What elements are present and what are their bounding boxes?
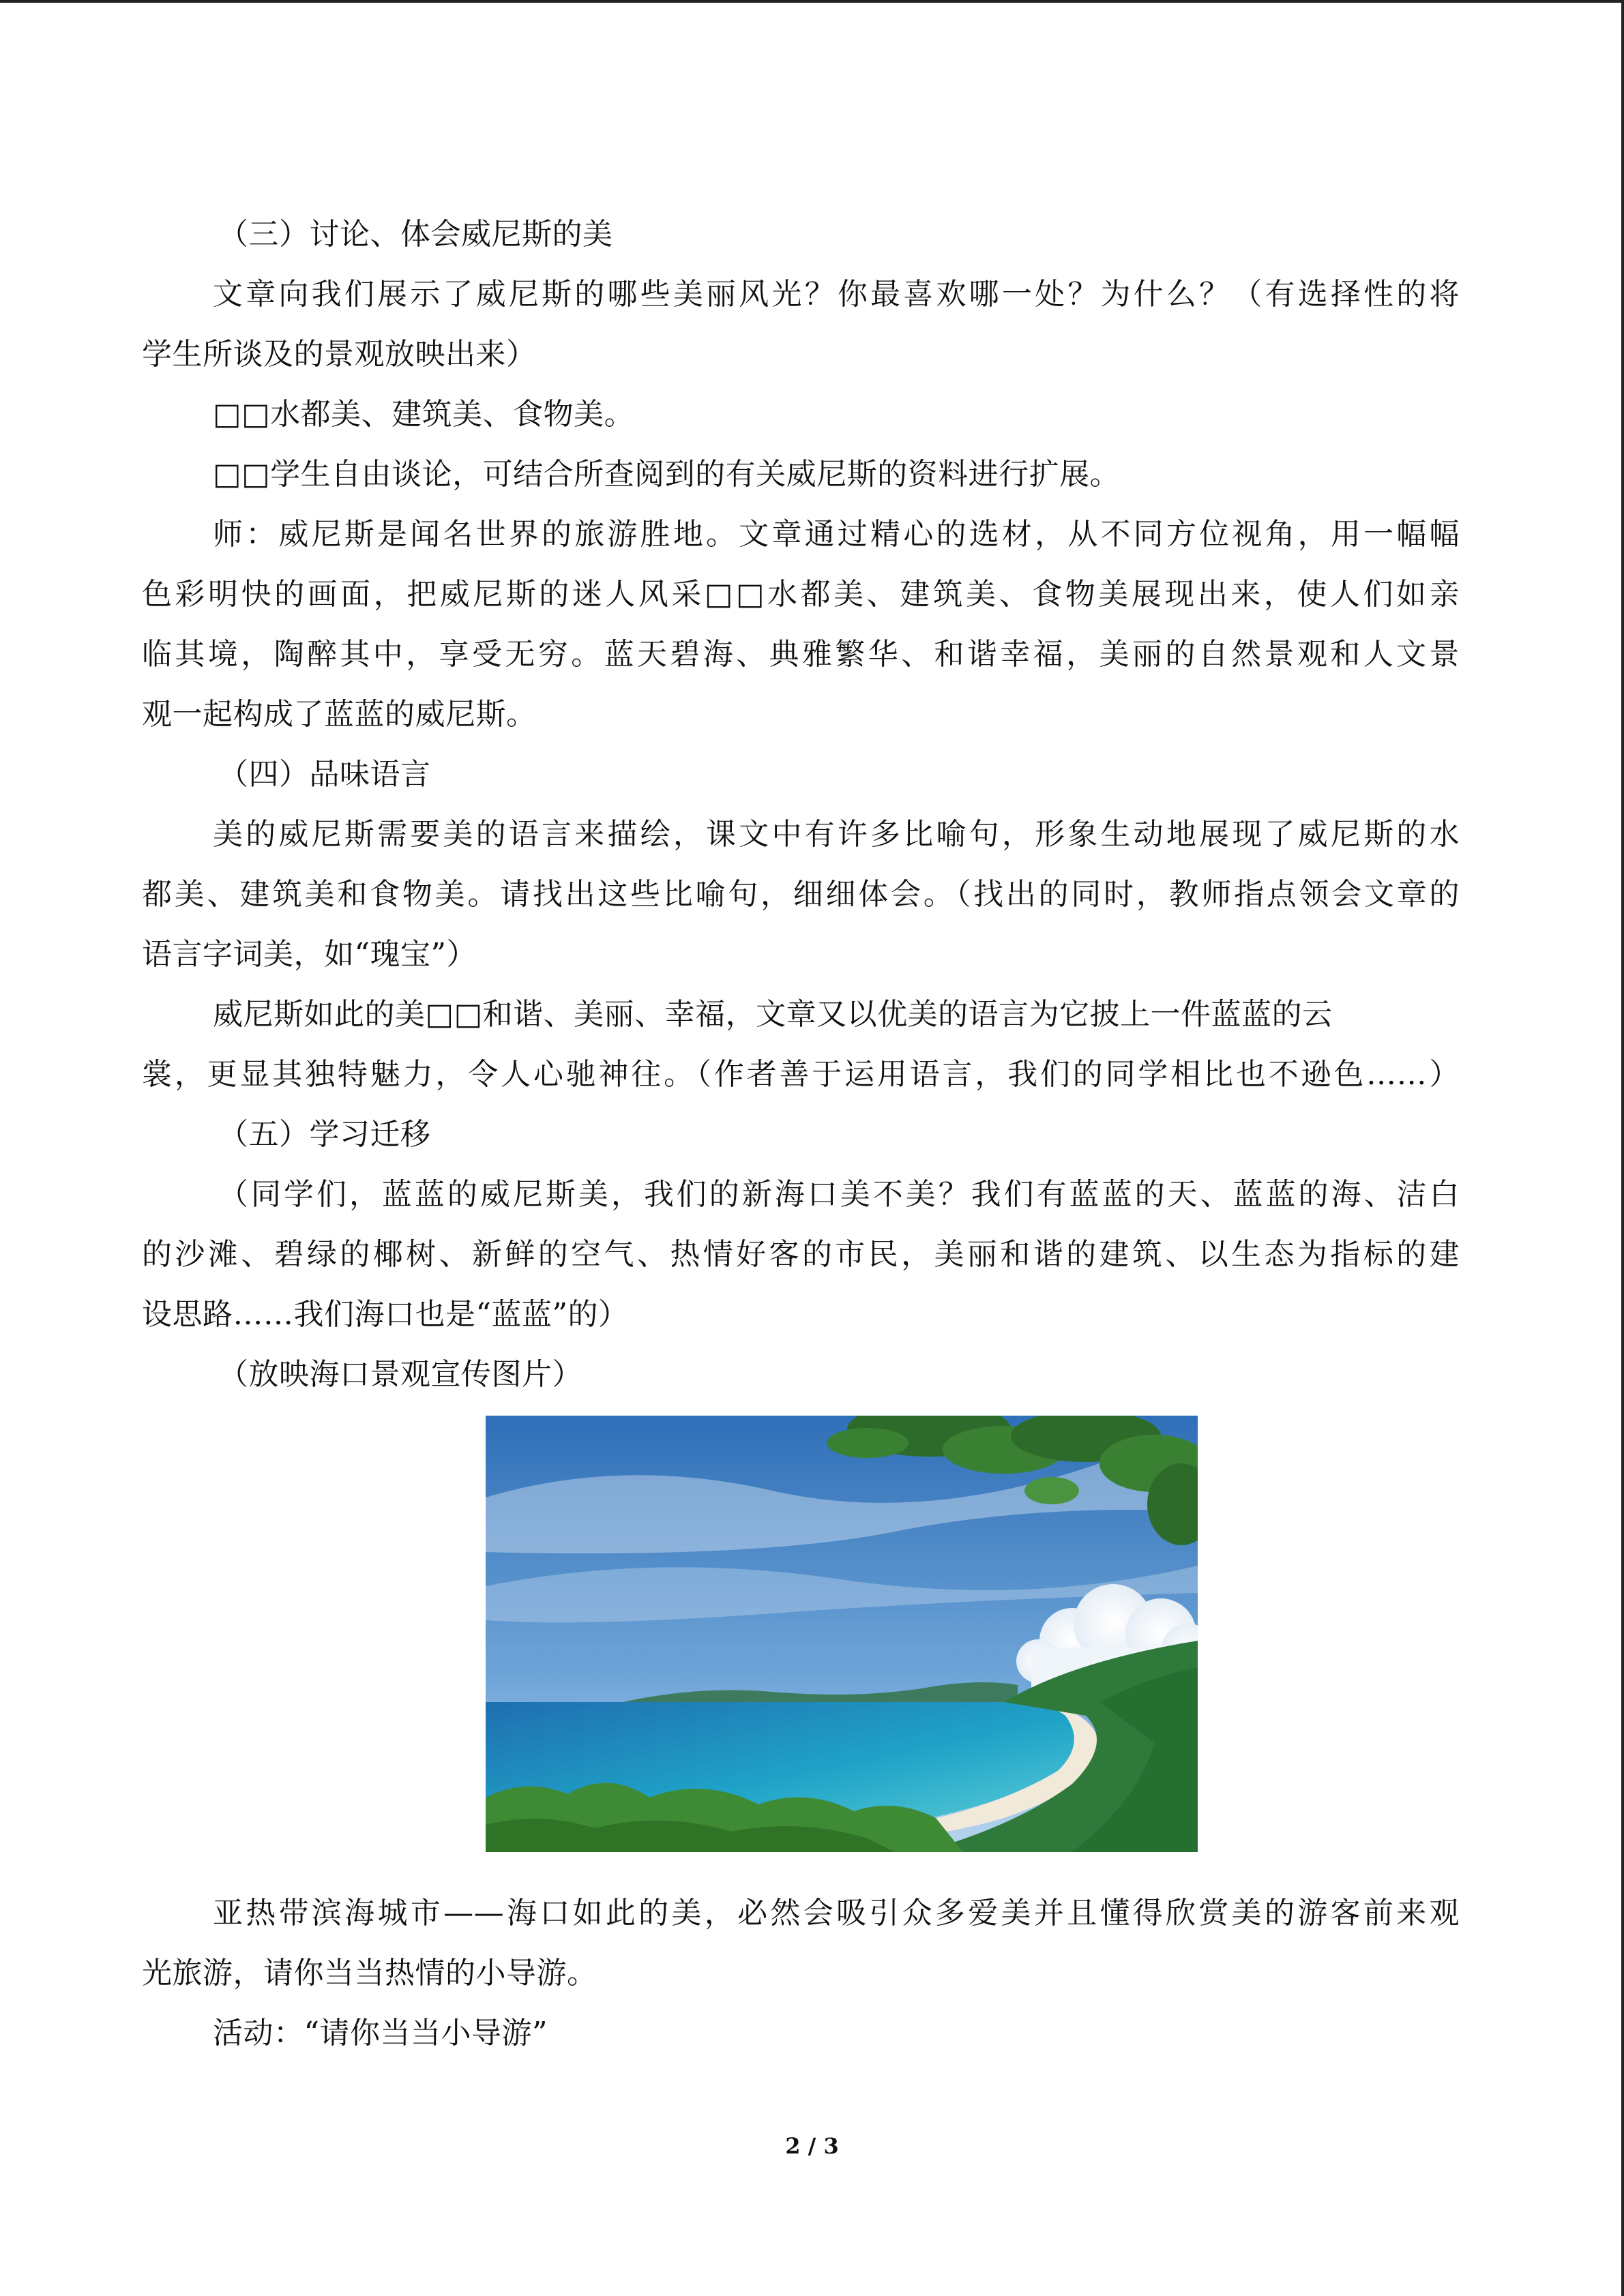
paragraph-line: 美的威尼斯需要美的语言来描绘，课文中有许多比喻句，形象生动地展现了威尼斯的水 bbox=[213, 817, 1460, 852]
page-border-top bbox=[0, 0, 1624, 3]
paragraph-line: 语言字词美，如“瑰宝”） bbox=[142, 937, 477, 972]
paragraph-line: 裳，更显其独特魅力，令人心驰神往。（作者善于运用语言，我们的同学相比也不逊色……） bbox=[142, 1057, 1460, 1092]
paragraph-line: 文章向我们展示了威尼斯的哪些美丽风光？你最喜欢哪一处？为什么？（有选择性的将 bbox=[213, 277, 1460, 312]
section-heading-5: （五）学习迁移 bbox=[218, 1117, 431, 1152]
paragraph-line: 亚热带滨海城市——海口如此的美，必然会吸引众多爱美并且懂得欣赏美的游客前来观 bbox=[213, 1896, 1460, 1930]
paragraph-line: 设思路……我们海口也是“蓝蓝”的） bbox=[142, 1297, 629, 1332]
paragraph-line: 威尼斯如此的美□□和谐、美丽、幸福，文章又以优美的语言为它披上一件蓝蓝的云 bbox=[213, 997, 1333, 1032]
paragraph-line: □□水都美、建筑美、食物美。 bbox=[213, 397, 635, 432]
paragraph-line: 都美、建筑美和食物美。请找出这些比喻句，细细体会。（找出的同时，教师指点领会文章的 bbox=[142, 877, 1460, 912]
page-border-right bbox=[1621, 0, 1624, 2296]
document-body bbox=[142, 205, 1460, 1405]
section-heading-3: （三）讨论、体会威尼斯的美 bbox=[218, 217, 613, 252]
document-body-continued bbox=[142, 1883, 1460, 2063]
paragraph-line: 师：威尼斯是闻名世界的旅游胜地。文章通过精心的选材，从不同方位视角，用一幅幅 bbox=[213, 517, 1460, 552]
page-number: 2 / 3 bbox=[785, 2133, 839, 2159]
paragraph-line: 活动：“请你当当小导游” bbox=[213, 2016, 548, 2051]
paragraph-line: 的沙滩、碧绿的椰树、新鲜的空气、热情好客的市民，美丽和谐的建筑、以生态为指标的建 bbox=[142, 1237, 1460, 1272]
paragraph-line: 学生所谈及的景观放映出来） bbox=[142, 337, 537, 372]
paragraph-line: （同学们，蓝蓝的威尼斯美，我们的新海口美不美？我们有蓝蓝的天、蓝蓝的海、洁白 bbox=[218, 1177, 1460, 1212]
paragraph-line: 观一起构成了蓝蓝的威尼斯。 bbox=[142, 697, 537, 732]
paragraph-line: （放映海口景观宣传图片） bbox=[218, 1357, 582, 1392]
paragraph-line: 临其境，陶醉其中，享受无穷。蓝天碧海、典雅繁华、和谐幸福，美丽的自然景观和人文景 bbox=[142, 637, 1460, 672]
coastline-photo bbox=[486, 1416, 1198, 1852]
paragraph-line: 光旅游，请你当当热情的小导游。 bbox=[142, 1956, 597, 1991]
section-heading-4: （四）品味语言 bbox=[218, 757, 431, 792]
paragraph-line: 色彩明快的画面，把威尼斯的迷人风采□□水都美、建筑美、食物美展现出来，使人们如亲 bbox=[142, 577, 1460, 612]
paragraph-line: □□学生自由谈论，可结合所查阅到的有关威尼斯的资料进行扩展。 bbox=[213, 457, 1121, 492]
